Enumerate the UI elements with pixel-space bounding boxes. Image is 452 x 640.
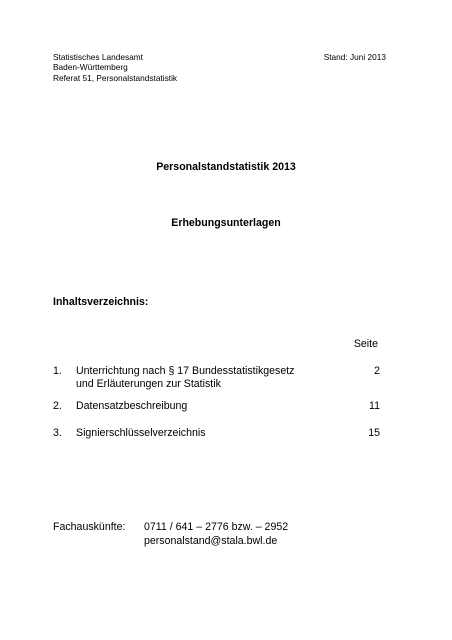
toc-entry	[53, 400, 380, 413]
toc-entry-page: 11	[369, 400, 380, 412]
toc-entry-title-line: Unterrichtung nach § 17 Bundesstatistikgesetz	[76, 365, 295, 377]
toc-page-column-label: Seite	[353, 338, 378, 350]
toc-entry	[53, 427, 380, 440]
toc-entry-title: Signierschlüsselverzeichnis	[76, 427, 206, 439]
contact-details	[144, 521, 288, 548]
contact-email: personalstand@stala.bwl.de	[144, 534, 278, 547]
toc-entry-page: 15	[368, 427, 380, 439]
header-line-department: Referat 51, Personalstandstatistik	[53, 72, 178, 83]
toc-heading: Inhaltsverzeichnis:	[53, 296, 149, 308]
document-title: Personalstandstatistik 2013	[156, 161, 296, 173]
toc-entry	[53, 365, 380, 391]
toc-entry-number: 2.	[53, 400, 62, 412]
header-sender-block	[53, 52, 177, 83]
contact-phone: 0711 / 641 – 2776 bzw. – 2952	[144, 521, 289, 533]
header-line-office: Statistisches Landesamt	[53, 52, 143, 62]
toc-entry-title: Datensatzbeschreibung	[76, 400, 188, 412]
contact-label: Fachauskünfte:	[53, 521, 126, 533]
toc-entry-title	[76, 365, 326, 391]
toc-entry-page: 2	[374, 365, 380, 377]
toc-entry-title-line: und Erläuterungen zur Statistik	[76, 378, 221, 390]
toc-entry-number: 3.	[53, 427, 62, 439]
header-line-state: Baden-Württemberg	[53, 62, 128, 73]
document-subtitle: Erhebungsunterlagen	[171, 217, 281, 229]
toc-entry-number: 1.	[53, 365, 62, 377]
header-date: Stand: Juni 2013	[323, 52, 386, 62]
